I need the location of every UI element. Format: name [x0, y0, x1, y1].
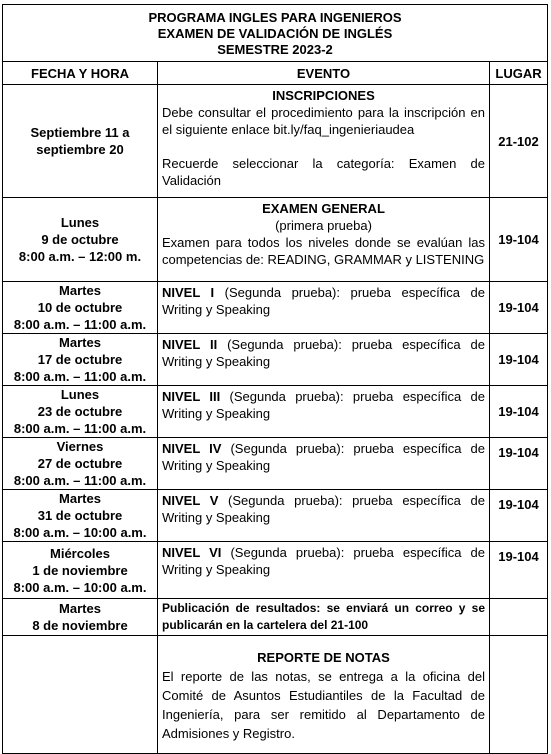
- level-description: (Segunda prueba): prueba específica de Writing y Speaking: [162, 337, 485, 369]
- general-place: 19-104: [490, 198, 548, 282]
- level-date-line: 1 de noviembre: [32, 562, 128, 578]
- level-description: (Segunda prueba): prueba específica de Writing y Speaking: [162, 389, 485, 421]
- header-event: EVENTO: [158, 62, 490, 85]
- general-day: Lunes: [60, 215, 100, 230]
- results-text: Publicación de resultados: se enviará un correo y se publicarán en la cartelera del 21-100: [158, 599, 490, 636]
- inscripciones-date-line-2: septiembre 20: [36, 142, 124, 157]
- level-date-line: 27 de octubre: [37, 456, 123, 471]
- level-name: NIVEL IV: [162, 441, 222, 456]
- level-time: 8:00 a.m. – 11:00 a.m.: [13, 369, 147, 384]
- level-event: [158, 334, 490, 386]
- title-line-1: PROGRAMA INGLES PARA INGENIEROS: [148, 9, 402, 25]
- notes-heading: REPORTE DE NOTAS: [257, 650, 390, 665]
- notes-place: [490, 636, 548, 754]
- level-day: Martes: [59, 283, 101, 298]
- level-place: 19-104: [490, 438, 548, 490]
- level-date: [3, 282, 158, 334]
- level-place: 19-104: [490, 542, 548, 599]
- level-day: Martes: [59, 491, 101, 506]
- inscripciones-note: Recuerde seleccionar la categoría: Examen de Validación: [162, 156, 485, 188]
- inscripciones-date-line-1: Septiembre 11 a: [30, 125, 130, 140]
- inscripciones-date: [3, 85, 158, 198]
- notes-text: El reporte de las notas, se entrega a la oficina del Comité de Asuntos Estudiantiles de la Facultad de Ingeniería, para ser remitido al Departamento de Admisiones y Registro.: [162, 669, 485, 741]
- general-event: [158, 198, 490, 282]
- document-title: [3, 5, 548, 62]
- header-place: LUGAR: [490, 62, 548, 85]
- level-name: NIVEL II: [162, 337, 218, 352]
- results-day: Martes: [59, 601, 101, 616]
- general-text: Examen para todos los niveles donde se evalúan las competencias de: READING, GRAMMAR y LISTENING: [162, 235, 485, 267]
- level-date-line: 17 de octubre: [37, 352, 123, 367]
- general-time: 8:00 a.m. – 12:00 m.: [18, 249, 142, 264]
- level-date-line: 31 de octubre: [37, 508, 123, 523]
- level-row: [3, 438, 548, 490]
- level-date: [3, 386, 158, 438]
- level-day: Viernes: [56, 439, 104, 454]
- level-name: NIVEL VI: [162, 545, 222, 560]
- title-line-3: SEMESTRE 2023-2: [217, 41, 333, 57]
- general-heading: EXAMEN GENERAL: [262, 201, 385, 216]
- level-description: (Segunda prueba): prueba específica de Writing y Speaking: [162, 285, 485, 317]
- level-time: 8:00 a.m. – 10:00 a.m.: [13, 525, 147, 540]
- inscripciones-event: [158, 85, 490, 198]
- level-date-line: 23 de octubre: [37, 404, 123, 419]
- inscripciones-text: Debe consultar el procedimiento para la inscripción en el siguiente enlace bit.ly/faq_ingenieriaudea: [162, 105, 485, 137]
- level-date-line: 10 de octubre: [37, 300, 123, 315]
- level-time: 8:00 a.m. – 11:00 a.m.: [13, 421, 147, 436]
- general-date: [3, 198, 158, 282]
- results-place: [490, 599, 548, 636]
- level-date: [3, 542, 158, 599]
- schedule-table: [2, 4, 548, 754]
- level-name: NIVEL I: [162, 285, 215, 300]
- level-name: NIVEL V: [162, 493, 219, 508]
- level-date: [3, 334, 158, 386]
- level-place: 19-104: [490, 386, 548, 438]
- general-subheading: (primera prueba): [275, 218, 372, 233]
- level-row: [3, 490, 548, 542]
- level-date: [3, 490, 158, 542]
- level-event: [158, 438, 490, 490]
- level-event: [158, 386, 490, 438]
- level-row: [3, 542, 548, 599]
- level-row: [3, 386, 548, 438]
- level-date: [3, 438, 158, 490]
- level-row: [3, 282, 548, 334]
- level-event: [158, 490, 490, 542]
- level-row: [3, 334, 548, 386]
- level-day: Martes: [59, 335, 101, 350]
- results-date: [3, 599, 158, 636]
- level-time: 8:00 a.m. – 11:00 a.m.: [13, 317, 147, 332]
- level-event: [158, 542, 490, 599]
- level-time: 8:00 a.m. – 10:00 a.m.: [13, 579, 147, 595]
- level-place: 19-104: [490, 282, 548, 334]
- results-date-line: 8 de noviembre: [32, 618, 128, 633]
- inscripciones-heading: INSCRIPCIONES: [272, 88, 375, 103]
- header-date: FECHA Y HORA: [3, 62, 158, 85]
- notes-event: [158, 636, 490, 754]
- level-place: 19-104: [490, 334, 548, 386]
- level-day: Miércoles: [50, 545, 110, 561]
- title-line-2: EXAMEN DE VALIDACIÓN DE INGLÉS: [157, 25, 393, 41]
- level-time: 8:00 a.m. – 11:00 a.m.: [13, 473, 147, 488]
- level-description: (Segunda prueba): prueba específica de Writing y Speaking: [162, 545, 485, 577]
- level-description: (Segunda prueba): prueba específica de Writing y Speaking: [162, 441, 485, 473]
- inscripciones-place: 21-102: [490, 85, 548, 198]
- notes-date: [3, 636, 158, 754]
- general-date-line: 9 de octubre: [41, 232, 119, 247]
- level-place: 19-104: [490, 490, 548, 542]
- level-description: (Segunda prueba): prueba específica de Writing y Speaking: [162, 493, 485, 525]
- level-event: [158, 282, 490, 334]
- level-name: NIVEL III: [162, 389, 221, 404]
- level-day: Lunes: [60, 387, 100, 402]
